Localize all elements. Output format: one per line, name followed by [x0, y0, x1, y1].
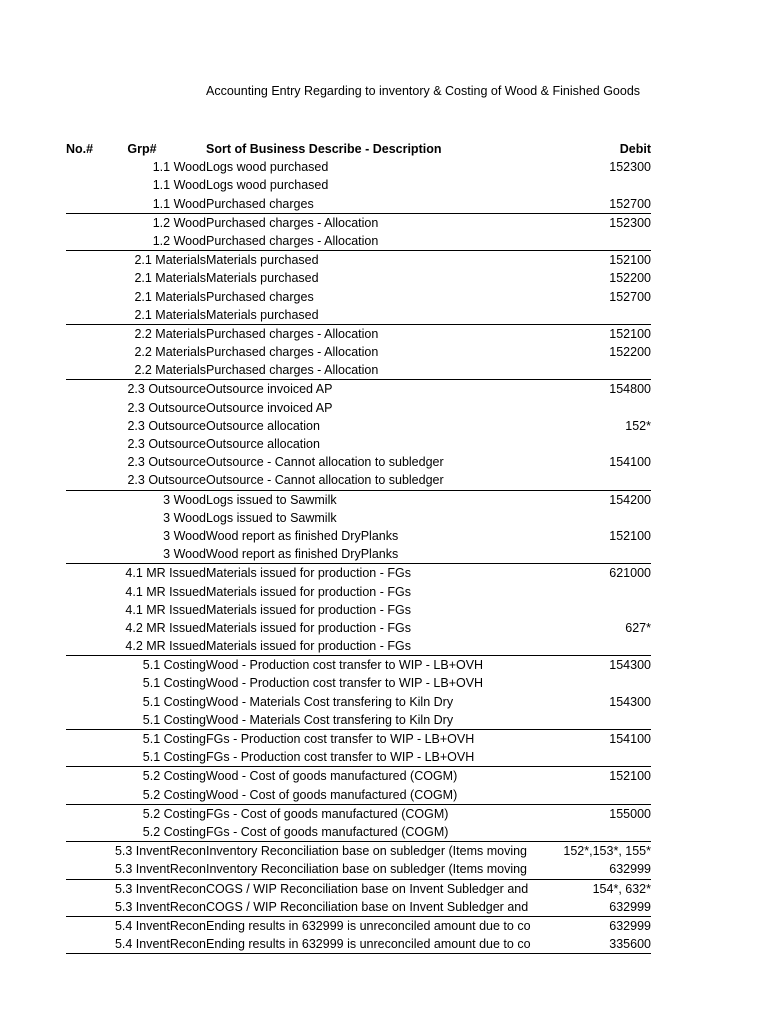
row-description: Inventory Reconciliation base on subledger (Items moving: [206, 844, 528, 859]
table-row: [66, 656, 651, 674]
row-grp: 5.2 Costing: [142, 787, 206, 802]
row-debit: 152100: [609, 253, 651, 268]
row-description: Ending results in 632999 is unreconciled amount due to co: [206, 937, 531, 952]
row-debit: 154300: [609, 658, 651, 673]
row-description: Outsource invoiced AP: [206, 382, 333, 397]
table-row: [66, 860, 651, 879]
row-description: Wood - Materials Cost transfering to Kiln Dry: [206, 694, 454, 709]
table-row: [66, 767, 651, 785]
row-grp: 2.1 Materials: [134, 253, 206, 268]
row-description: Wood - Cost of goods manufactured (COGM): [206, 787, 458, 802]
row-description: FGs - Production cost transfer to WIP - LB+OVH: [206, 732, 475, 746]
row-debit: 154800: [609, 382, 651, 397]
row-description: Materials purchased: [206, 307, 319, 322]
row-description: COGS / WIP Reconciliation base on Invent Subledger and: [206, 899, 529, 914]
table-row: [66, 880, 651, 898]
row-description: Outsource - Cannot allocation to subledger: [206, 455, 444, 470]
row-grp: 5.4 InventRecon: [114, 918, 206, 933]
table-body: [66, 158, 651, 954]
row-debit: 632999: [609, 862, 651, 877]
table-row: [66, 214, 651, 232]
row-description: Wood report as finished DryPlanks: [206, 547, 399, 562]
row-description: Materials issued for production - FGs: [206, 602, 411, 617]
table-row: [66, 674, 651, 692]
row-grp: 2.3 Outsource: [127, 400, 206, 415]
row-description: Wood - Cost of goods manufactured (COGM): [206, 769, 458, 784]
row-grp: 5.3 InventRecon: [114, 862, 206, 877]
row-grp: 1.1 Wood: [152, 160, 206, 175]
row-debit: 154100: [609, 732, 651, 746]
row-description: FGs - Cost of goods manufactured (COGM): [206, 806, 449, 821]
table-row: [66, 417, 651, 435]
row-debit: 632999: [609, 918, 651, 933]
row-grp: 3 Wood: [163, 528, 206, 543]
table-row: [66, 619, 651, 637]
row-grp: 5.1 Costing: [142, 694, 206, 709]
row-description: Logs wood purchased: [206, 178, 329, 193]
row-debit: 152100: [609, 769, 651, 784]
row-grp: 5.3 InventRecon: [114, 899, 206, 914]
table-row: [66, 637, 651, 656]
row-grp: 4.1 MR Issued: [125, 584, 206, 599]
row-description: Purchased charges: [206, 289, 314, 304]
table-row: [66, 325, 651, 343]
row-grp: 5.2 Costing: [142, 769, 206, 784]
table-row: [66, 583, 651, 601]
row-debit: 621000: [609, 566, 651, 581]
row-grp: 1.2 Wood: [152, 215, 206, 230]
row-debit: 152100: [609, 326, 651, 341]
row-description: Materials issued for production - FGs: [206, 639, 411, 654]
table-row: [66, 805, 651, 823]
row-debit: 152200: [609, 345, 651, 360]
row-debit: 335600: [609, 937, 651, 952]
row-description: Materials issued for production - FGs: [206, 584, 411, 599]
row-grp: 2.2 Materials: [134, 345, 206, 360]
row-grp: 5.4 InventRecon: [114, 937, 206, 952]
accounting-table: [66, 140, 651, 954]
header-grp: Grp#: [127, 142, 157, 156]
row-grp: 5.1 Costing: [142, 658, 206, 673]
table-row: [66, 288, 651, 306]
table-row: [66, 786, 651, 805]
row-description: FGs - Cost of goods manufactured (COGM): [206, 824, 449, 839]
table-row: [66, 545, 651, 564]
table-row: [66, 748, 651, 767]
row-debit: 154100: [609, 455, 651, 470]
table-row: [66, 601, 651, 619]
row-grp: 5.1 Costing: [142, 732, 206, 746]
row-description: Logs wood purchased: [206, 160, 329, 175]
row-grp: 3 Wood: [163, 547, 206, 562]
row-description: Purchased charges - Allocation: [206, 363, 379, 378]
row-description: Wood report as finished DryPlanks: [206, 528, 399, 543]
row-grp: 4.1 MR Issued: [125, 566, 206, 581]
row-description: Purchased charges - Allocation: [206, 345, 379, 360]
sheet-title: Accounting Entry Regarding to inventory & Costing of Wood & Finished Goods: [206, 84, 641, 98]
row-grp: 2.2 Materials: [134, 363, 206, 378]
row-description: Purchased charges - Allocation: [206, 215, 379, 230]
row-grp: 5.3 InventRecon: [114, 844, 206, 859]
row-debit: 152*: [625, 418, 651, 433]
table-row: [66, 158, 651, 176]
table-row: [66, 361, 651, 380]
row-grp: 1.1 Wood: [152, 178, 206, 193]
row-description: Outsource - Cannot allocation to subledger: [206, 473, 444, 488]
row-description: Purchased charges - Allocation: [206, 326, 379, 341]
row-debit: 152300: [609, 215, 651, 230]
table-row: [66, 711, 651, 730]
row-grp: 2.1 Materials: [134, 289, 206, 304]
row-grp: 5.1 Costing: [142, 712, 206, 727]
row-grp: 1.2 Wood: [152, 233, 206, 248]
row-debit: 632999: [609, 899, 651, 914]
row-debit: 152*,153*, 155*: [563, 844, 651, 859]
table-row: [66, 471, 651, 490]
row-debit: 154*, 632*: [592, 881, 651, 896]
row-debit: 152300: [609, 160, 651, 175]
table-row: [66, 453, 651, 471]
table-row: [66, 842, 651, 860]
row-description: Purchased charges - Allocation: [206, 233, 379, 248]
row-grp: 5.2 Costing: [142, 824, 206, 839]
row-description: Materials purchased: [206, 253, 319, 268]
row-description: Wood - Production cost transfer to WIP - LB+OVH: [206, 658, 484, 673]
row-debit: 154300: [609, 694, 651, 709]
table-row: [66, 935, 651, 954]
row-grp: 2.3 Outsource: [127, 455, 206, 470]
row-grp: 2.1 Materials: [134, 271, 206, 286]
row-description: Outsource invoiced AP: [206, 400, 333, 415]
row-description: Wood - Production cost transfer to WIP - LB+OVH: [206, 676, 484, 691]
table-row: [66, 898, 651, 917]
row-grp: 2.3 Outsource: [127, 437, 206, 451]
table-row: [66, 380, 651, 398]
table-row: [66, 306, 651, 325]
row-description: Outsource allocation: [206, 437, 320, 451]
row-grp: 5.3 InventRecon: [114, 881, 206, 896]
row-grp: 3 Wood: [163, 492, 206, 507]
table-row: [66, 435, 651, 453]
row-description: FGs - Production cost transfer to WIP - LB+OVH: [206, 750, 475, 765]
row-description: Logs issued to Sawmilk: [206, 492, 337, 507]
row-grp: 2.3 Outsource: [127, 473, 206, 488]
row-description: Wood - Materials Cost transfering to Kiln Dry: [206, 712, 454, 727]
row-description: Logs issued to Sawmilk: [206, 510, 337, 525]
row-description: Outsource allocation: [206, 418, 320, 433]
row-grp: 2.3 Outsource: [127, 418, 206, 433]
table-row: [66, 232, 651, 251]
table-row: [66, 399, 651, 417]
row-grp: 4.2 MR Issued: [125, 620, 206, 635]
row-description: Materials issued for production - FGs: [206, 620, 411, 635]
table-row: [66, 195, 651, 214]
table-row: [66, 693, 651, 711]
table-row: [66, 917, 651, 935]
row-debit: 152700: [609, 196, 651, 211]
header-no: No.#: [66, 142, 94, 156]
row-grp: 4.2 MR Issued: [125, 639, 206, 654]
row-debit: 154200: [609, 492, 651, 507]
row-debit: 627*: [625, 620, 651, 635]
row-grp: 1.1 Wood: [152, 196, 206, 211]
row-grp: 5.1 Costing: [142, 676, 206, 691]
row-description: COGS / WIP Reconciliation base on Invent Subledger and: [206, 881, 529, 896]
row-grp: 2.3 Outsource: [127, 382, 206, 397]
table-row: [66, 527, 651, 545]
row-grp: 5.1 Costing: [142, 750, 206, 765]
row-debit: 155000: [609, 806, 651, 821]
row-grp: 3 Wood: [163, 510, 206, 525]
row-description: Ending results in 632999 is unreconciled amount due to co: [206, 918, 531, 933]
table-row: [66, 823, 651, 842]
row-grp: 2.2 Materials: [134, 326, 206, 341]
table-row: [66, 269, 651, 287]
header-debit: Debit: [619, 142, 651, 156]
table-row: [66, 251, 651, 269]
row-debit: 152100: [609, 528, 651, 543]
row-debit: 152700: [609, 289, 651, 304]
row-description: Materials purchased: [206, 271, 319, 286]
table-row: [66, 176, 651, 194]
table-row: [66, 564, 651, 582]
row-grp: 5.2 Costing: [142, 806, 206, 821]
row-grp: 2.1 Materials: [134, 307, 206, 322]
table-row: [66, 491, 651, 509]
row-description: Materials issued for production - FGs: [206, 566, 411, 581]
table-row: [66, 509, 651, 527]
header-description: Sort of Business Describe - Description: [206, 142, 442, 156]
row-description: Inventory Reconciliation base on subledger (Items moving: [206, 862, 528, 877]
table-row: [66, 730, 651, 748]
table-row: [66, 343, 651, 361]
row-debit: 152200: [609, 271, 651, 286]
row-description: Purchased charges: [206, 196, 314, 211]
row-grp: 4.1 MR Issued: [125, 602, 206, 617]
header-row: [66, 140, 651, 158]
